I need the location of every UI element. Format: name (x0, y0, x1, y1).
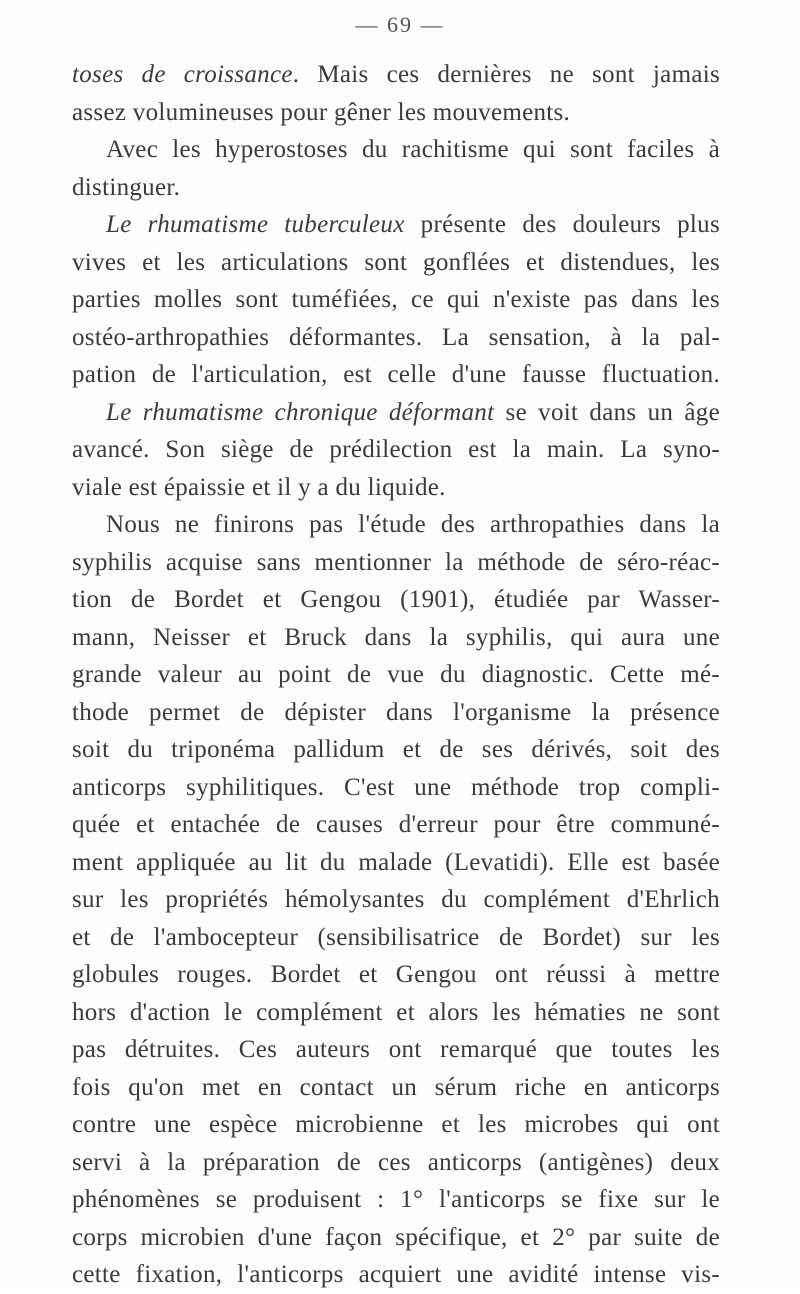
text-line (72, 769, 720, 807)
text-line (72, 619, 720, 657)
text-run: thode permet de dépister dans l'organisme la présence (72, 698, 720, 726)
italic-text: toses de croissance (72, 61, 293, 88)
text-line (72, 1031, 720, 1069)
text-line (72, 919, 720, 957)
text-run: syphilis acquise sans mentionner la méthode de séro-réac- (72, 548, 720, 576)
text-run: Avec les hyperostoses du rachitisme qui sont faciles à (106, 136, 720, 163)
text-line (72, 506, 720, 544)
text-line (72, 1181, 720, 1219)
text-line (72, 431, 720, 469)
text-line (72, 844, 720, 882)
page-number: — 69 — (355, 12, 445, 37)
text-run: . Mais ces dernières ne sont jamais (292, 61, 720, 88)
text-run: vives et les articulations sont gonflées et distendues, les (72, 248, 720, 276)
text-run: avancé. Son siège de prédilection est la main. La syno- (72, 436, 720, 463)
text-line (72, 319, 720, 357)
italic-text: Le rhumatisme chronique déformant (106, 398, 495, 426)
text-run: assez volumineuses pour gêner les mouvements. (72, 98, 571, 126)
text-line (72, 281, 720, 319)
text-run: cette fixation, l'anticorps acquiert une avidité intense vis- (72, 1261, 720, 1288)
text-line (72, 806, 720, 844)
text-run: distinguer. (72, 173, 181, 201)
text-run: anticorps syphilitiques. C'est une méthode trop compli- (72, 773, 720, 801)
italic-text: Le rhumatisme tuberculeux (106, 211, 405, 238)
text-run: pation de l'articulation, est celle d'une fausse fluctuation. (72, 361, 720, 388)
text-line (72, 94, 720, 132)
text-run: sur les propriétés hémolysantes du complément d'Ehrlich (72, 886, 720, 913)
text-run: ostéo-arthropathies déformantes. La sensation, à la pal- (72, 323, 720, 351)
text-run: Nous ne finirons pas l'étude des arthropathies dans la (106, 511, 720, 538)
text-line (72, 244, 720, 282)
text-run: contre une espèce microbienne et les microbes qui ont (72, 1111, 720, 1138)
text-line (72, 1069, 720, 1107)
text-line (72, 881, 720, 919)
text-run: présente des douleurs plus (404, 211, 720, 238)
text-line (72, 694, 720, 732)
text-run: viale est épaissie et il y a du liquide. (72, 473, 446, 501)
text-line (72, 656, 720, 694)
text-line (72, 994, 720, 1032)
text-line (72, 1219, 720, 1257)
text-run: se voit dans un âge (494, 398, 720, 426)
text-run: quée et entachée de causes d'erreur pour être communé- (72, 811, 720, 838)
body-text (72, 56, 720, 1294)
text-run: grande valeur au point de vue du diagnostic. Cette mé- (72, 661, 720, 688)
text-line (72, 1144, 720, 1182)
text-line (72, 1256, 720, 1294)
text-line (72, 469, 720, 507)
text-line (72, 131, 720, 169)
text-run: hors d'action le complément et alors les hématies ne sont (72, 998, 720, 1026)
text-line (72, 356, 720, 394)
text-run: globules rouges. Bordet et Gengou ont réussi à mettre (72, 961, 720, 988)
text-run: pas détruites. Ces auteurs ont remarqué que toutes les (72, 1036, 720, 1063)
text-run: et de l'ambocepteur (sensibilisatrice de Bordet) sur les (72, 923, 720, 951)
text-line (72, 956, 720, 994)
text-line (72, 56, 720, 94)
text-line (72, 1106, 720, 1144)
text-run: phénomènes se produisent : 1° l'anticorps se fixe sur le (72, 1186, 720, 1213)
text-line (72, 544, 720, 582)
text-line (72, 581, 720, 619)
text-run: soit du triponéma pallidum et de ses dérivés, soit des (72, 736, 720, 763)
text-run: fois qu'on met en contact un sérum riche en anticorps (72, 1073, 720, 1101)
text-run: servi à la préparation de ces anticorps (antigènes) deux (72, 1148, 720, 1176)
text-line (72, 394, 720, 432)
text-run: mann, Neisser et Bruck dans la syphilis, qui aura une (72, 623, 720, 651)
text-run: parties molles sont tuméfiées, ce qui n'existe pas dans les (72, 286, 720, 313)
text-line (72, 206, 720, 244)
text-run: corps microbien d'une façon spécifique, et 2° par suite de (72, 1223, 720, 1251)
text-run: ment appliquée au lit du malade (Levatidi). Elle est basée (72, 848, 720, 876)
text-run: tion de Bordet et Gengou (1901), étudiée par Wasser- (72, 586, 720, 613)
text-line (72, 731, 720, 769)
text-line (72, 169, 720, 207)
